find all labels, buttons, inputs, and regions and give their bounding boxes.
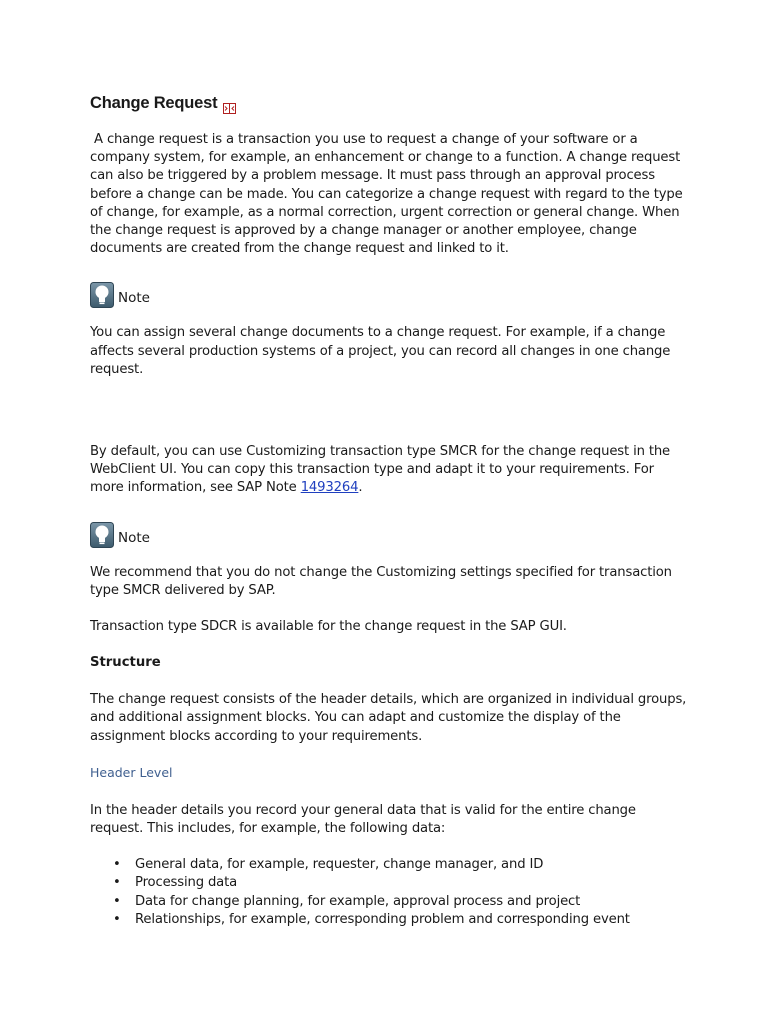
list-item [90,856,690,874]
bullet-icon: • [113,857,121,873]
sdcr-paragraph: Transaction type SDCR is available for the change request in the SAP GUI. [90,619,567,635]
bullet-icon: • [113,911,121,927]
header-level-heading: Header Level [90,764,173,780]
document-content [90,90,690,929]
list-item-text: General data, for example, requester, change manager, and ID [135,857,544,873]
list-item [90,911,690,929]
page-title: Change Request [90,93,218,112]
list-item-text: Processing data [135,875,238,891]
structure-paragraph: The change request consists of the header details, which are organized in individual groups, and additional assignment blocks. You can adapt and customize the display of the assignment blocks according to your requirements. [90,692,687,744]
bullet-icon: • [113,875,121,891]
bullet-icon: • [113,893,121,909]
header-data-list [90,856,690,929]
default-text: By default, you can use Customizing transaction type SMCR for the change request in the WebClient UI. You can copy this transaction type and adapt it to your requirements. For more information, see SAP Note [90,444,671,496]
intro-paragraph: A change request is a transaction you use to request a change of your software or a company system, for example, an enhancement or change to a function. A change request can also be triggered by a problem message. It must pass through an approval process before a change can be made. You can categorize a change request with regard to the type of change, for example, as a normal correction, urgent correction or general change. When the change request is approved by a change manager or another employee, change documents are created from the change request and linked to it. [90,132,687,257]
lightbulb-note-icon [90,282,114,308]
list-item-text: Relationships, for example, corresponding problem and corresponding event [135,911,630,927]
header-paragraph: In the header details you record your general data that is valid for the entire change request. This includes, for example, the following data: [90,802,636,837]
note-callout [90,278,690,308]
list-item [90,874,690,892]
default-end: . [358,480,363,496]
list-item-text: Data for change planning, for example, approval process and project [135,893,581,909]
structure-heading: Structure [90,655,161,671]
note-label: Note [118,529,150,546]
note-paragraph: You can assign several change documents to a change request. For example, if a change affects several production systems of a project, you can record all changes in one change request. [90,325,671,377]
lightbulb-note-icon [90,522,114,548]
list-item [90,893,690,911]
expand-collapse-icon[interactable] [223,99,236,110]
default-paragraph [90,443,690,498]
note-callout [90,518,690,548]
sap-note-link[interactable]: 1493264 [300,480,359,496]
title-row [90,90,690,116]
note-label: Note [118,290,150,307]
note-paragraph: We recommend that you do not change the Customizing settings specified for transaction type SMCR delivered by SAP. [90,564,672,598]
